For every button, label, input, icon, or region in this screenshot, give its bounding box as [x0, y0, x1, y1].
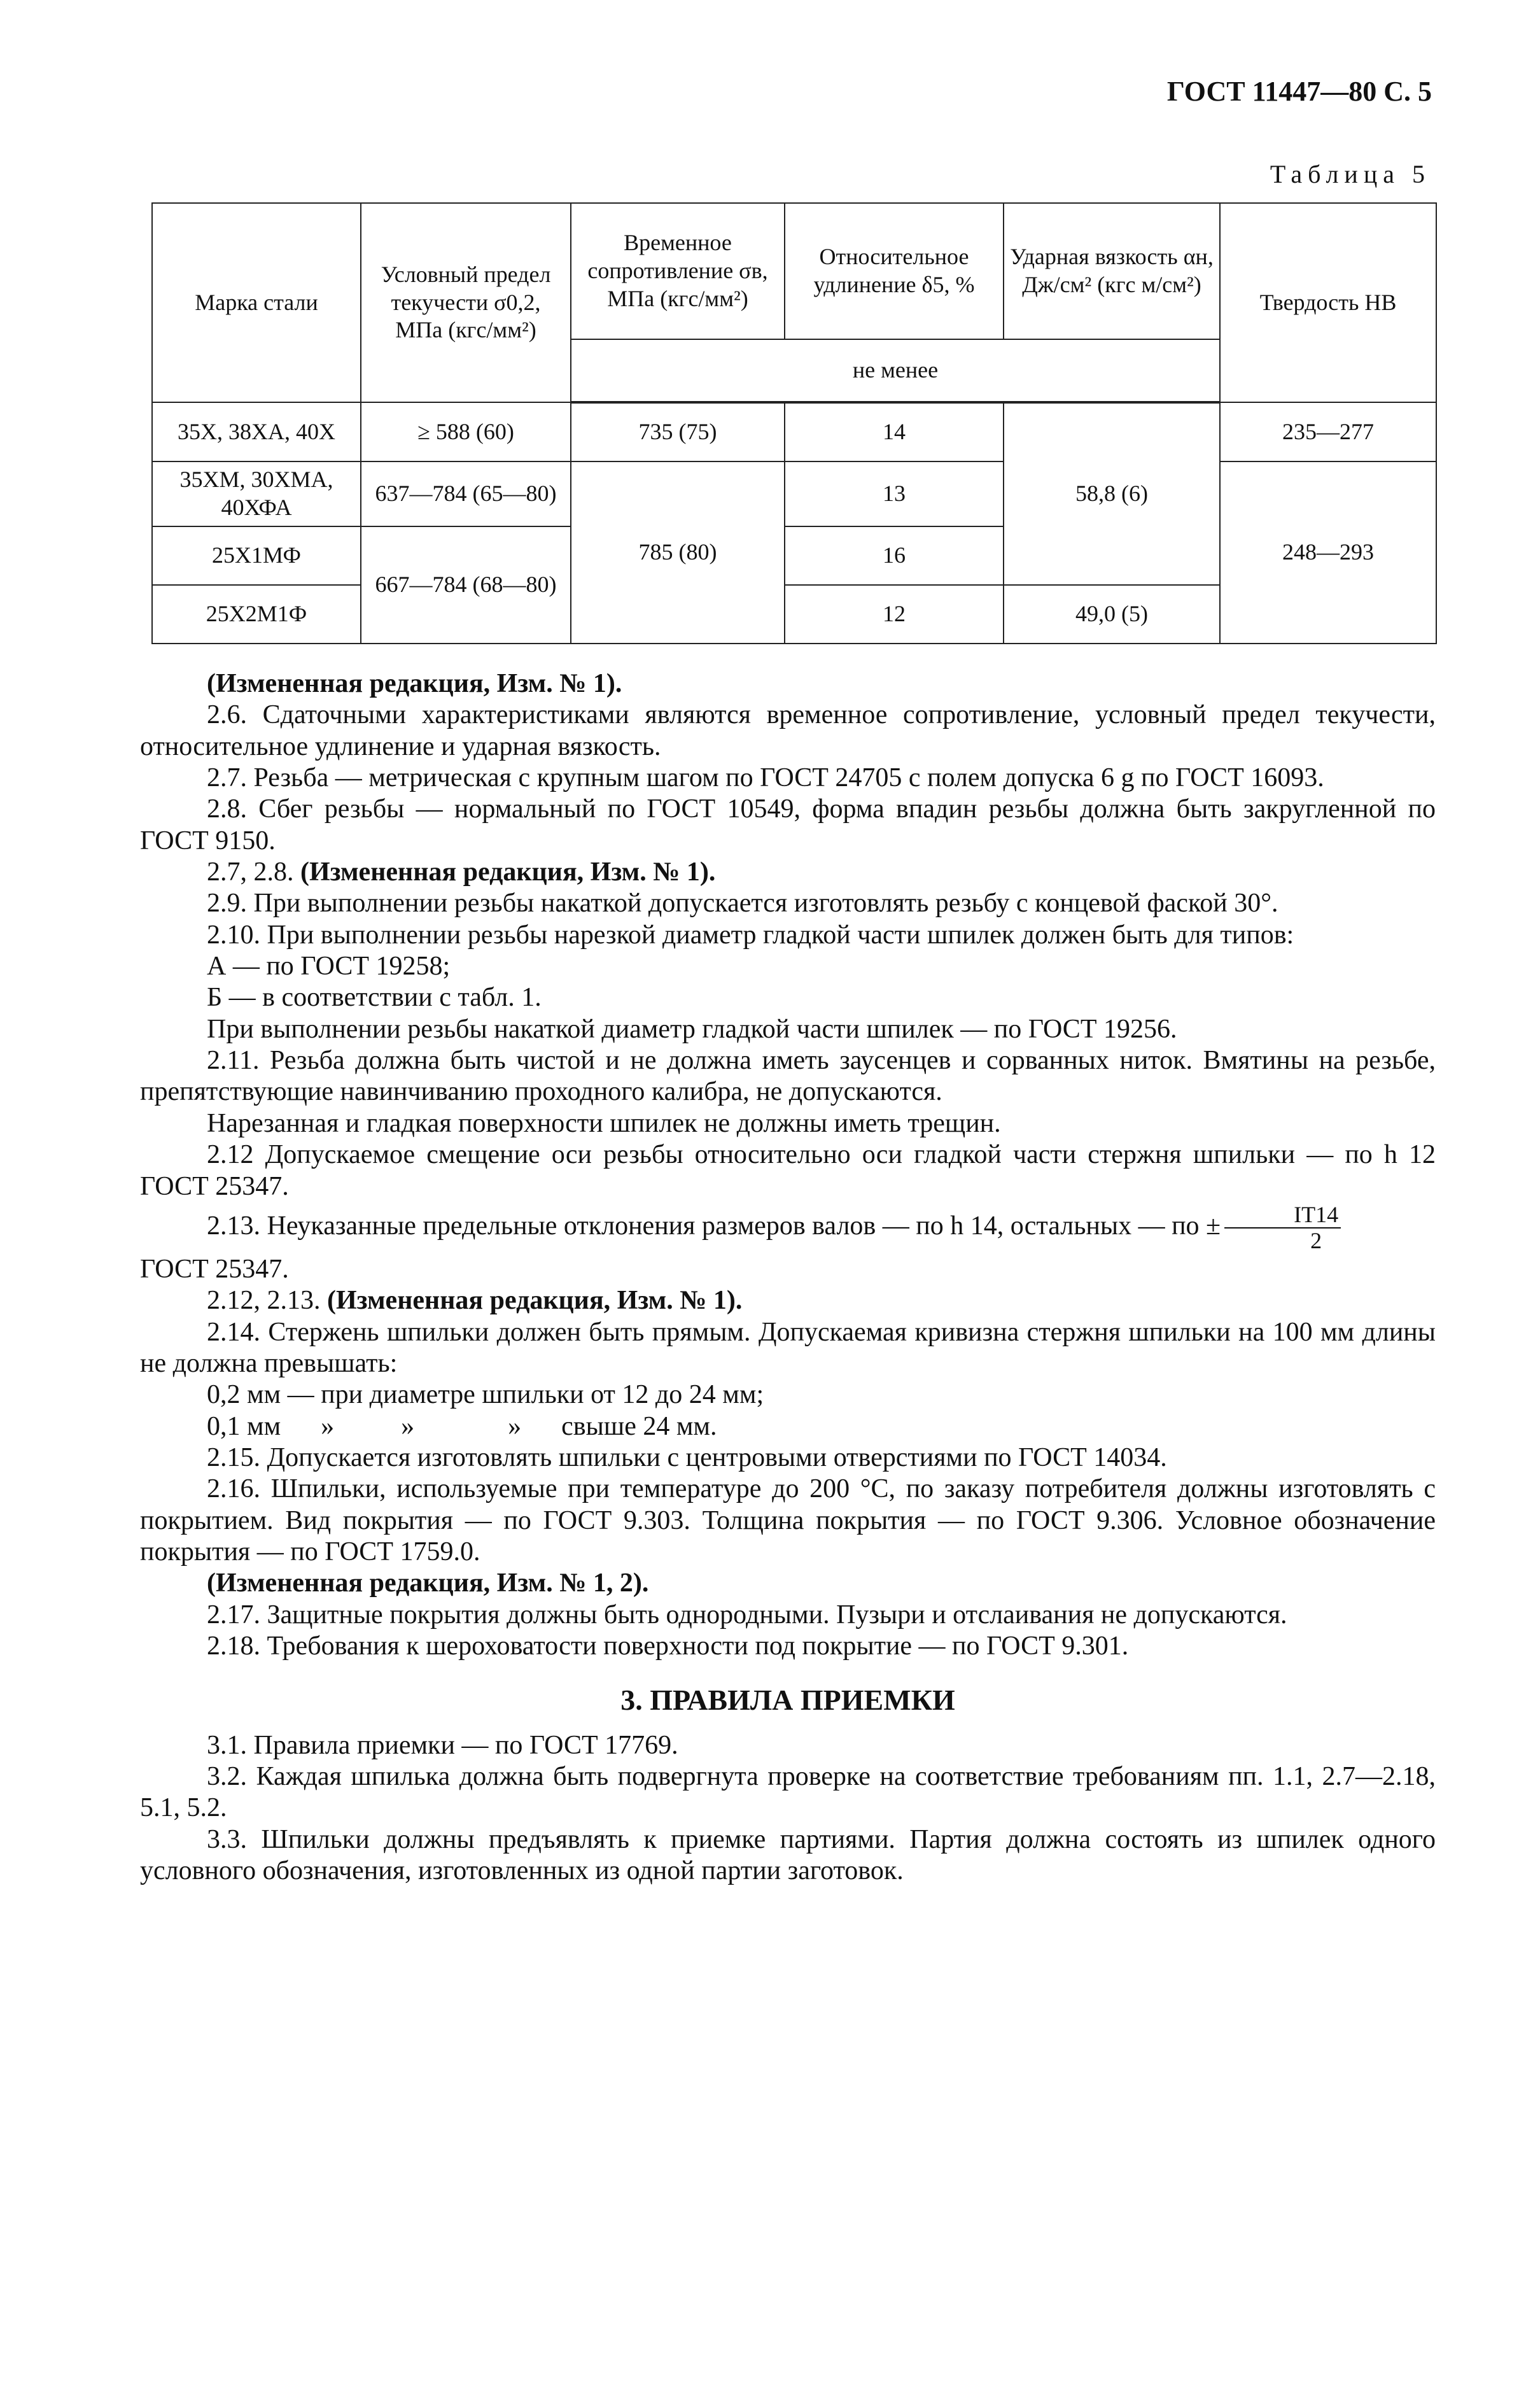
paragraph-2-13-text: 2.13. Неуказанные предельные отклонения размеров валов — по h 14, остальных — по ± — [207, 1211, 1221, 1241]
table-row — [152, 402, 1436, 461]
header-steel: Марка стали — [152, 203, 361, 402]
paragraph-2-7: 2.7. Резьба — метрическая с крупным шагом по ГОСТ 24705 с полем допуска 6 g по ГОСТ 16093. — [207, 763, 1324, 793]
table-row — [152, 461, 1436, 526]
cell-steel: 25Х1МФ — [152, 526, 361, 585]
steel-properties-table — [151, 202, 1437, 644]
cell-steel: 35Х, 38ХА, 40Х — [152, 402, 361, 461]
paragraph-2-8: 2.8. Сбег резьбы — нормальный по ГОСТ 10549, форма впадин резьбы должна быть закругленной по ГОСТ 9150. — [140, 794, 1436, 855]
paragraph-amendment-2-12-2-13 — [140, 1285, 1436, 1316]
table-caption: Таблица 5 — [1270, 160, 1431, 188]
list-item: 0,2 мм — при диаметре шпильки от 12 до 24 мм; — [207, 1380, 764, 1410]
cell-elongation: 13 — [785, 461, 1004, 526]
paragraph-3-2: 3.2. Каждая шпилька должна быть подвергнута проверке на соответствие требованиям пп. 1.1, 2.7—2.18, 5.1, 5.2. — [140, 1761, 1436, 1823]
header-elongation: Относительное удлинение δ5, % — [785, 203, 1004, 339]
cell-tensile: 735 (75) — [571, 402, 785, 461]
cell-elongation: 12 — [785, 585, 1004, 644]
cell-impact: 58,8 (6) — [1004, 402, 1220, 585]
section-title: 3. ПРАВИЛА ПРИЕМКИ — [620, 1683, 955, 1716]
paragraph-2-9: 2.9. При выполнении резьбы накаткой допускается изготовлять резьбу с концевой фаской 30°. — [207, 889, 1278, 919]
clause-ref: 2.7, 2.8. — [207, 857, 294, 887]
paragraph-2-10-note: При выполнении резьбы накаткой диаметр гладкой части шпилек — по ГОСТ 19256. — [207, 1014, 1177, 1044]
list-item: Б — в соответствии с табл. 1. — [207, 983, 542, 1013]
amendment-note: (Измененная редакция, Изм. № 1). — [300, 857, 716, 887]
fraction-numerator: IT14 — [1224, 1202, 1341, 1229]
paragraph-2-11-note: Нарезанная и гладкая поверхности шпилек не должны иметь трещин. — [207, 1108, 1001, 1138]
cell-impact: 49,0 (5) — [1004, 585, 1220, 644]
document-body — [140, 668, 1436, 1887]
page-header: ГОСТ 11447—80 С. 5 — [1166, 76, 1432, 107]
header-hardness: Твердость НВ — [1220, 203, 1436, 402]
header-impact: Ударная вязкость αн, Дж/см² (кгс м/см²) — [1004, 203, 1220, 339]
paragraph-2-18: 2.18. Требования к шероховатости поверхности под покрытие — по ГОСТ 9.301. — [207, 1631, 1129, 1661]
header-tensile: Временное сопротивление σв, МПа (кгс/мм²) — [571, 203, 785, 339]
paragraph-2-12: 2.12 Допускаемое смещение оси резьбы относительно оси гладкой части стержня шпильки — по h 12 ГОСТ 25347. — [140, 1140, 1436, 1201]
cell-yield: 637—784 (65—80) — [361, 461, 571, 526]
fraction-denominator: 2 — [1310, 1228, 1322, 1254]
cell-yield: 667—784 (68—80) — [361, 526, 571, 644]
paragraph-2-15: 2.15. Допускается изготовлять шпильки с центровыми отверстиями по ГОСТ 14034. — [207, 1443, 1167, 1473]
paragraph-2-11: 2.11. Резьба должна быть чистой и не должна иметь заусенцев и сорванных ниток. Вмятины на резьбе, препятствующие навинчиванию проходного калибра, не допускаются. — [140, 1046, 1436, 1107]
cell-elongation: 14 — [785, 402, 1004, 461]
cell-steel: 25Х2М1Ф — [152, 585, 361, 644]
paragraph-2-14: 2.14. Стержень шпильки должен быть прямым. Допускаемая кривизна стержня шпильки на 100 мм длины не должна превышать: — [140, 1317, 1436, 1379]
paragraph-2-13-end: ГОСТ 25347. — [140, 1255, 289, 1285]
header-yield: Условный предел текучести σ0,2, МПа (кгс/мм²) — [361, 203, 571, 402]
paragraph-2-10: 2.10. При выполнении резьбы нарезкой диаметр гладкой части шпилек должен быть для типов: — [207, 920, 1294, 950]
paragraph-2-13 — [140, 1202, 1436, 1254]
clause-ref: 2.12, 2.13. — [207, 1286, 321, 1316]
paragraph-2-17: 2.17. Защитные покрытия должны быть однородными. Пузыри и отслаивания не допускаются. — [207, 1600, 1287, 1630]
cell-steel: 35ХМ, 30ХМА, 40ХФА — [152, 461, 361, 526]
paragraph-2-16: 2.16. Шпильки, используемые при температуре до 200 °С, по заказу потребителя должны изготовлять с покрытием. Вид покрытия — по ГОСТ 9.303. Толщина покрытия — по ГОСТ 9.306. Условное обозначение покрытия — по ГОСТ 1759.0. — [140, 1474, 1436, 1567]
paragraph-amendment-2-7-2-8 — [140, 857, 1436, 888]
tolerance-fraction — [1224, 1202, 1341, 1254]
list-item: 0,1 мм » » » свыше 24 мм. — [207, 1411, 717, 1441]
cell-hardness: 248—293 — [1220, 461, 1436, 644]
paragraph-amendment: (Измененная редакция, Изм. № 1). — [207, 669, 622, 698]
paragraph-amendment-1-2: (Измененная редакция, Изм. № 1, 2). — [207, 1568, 649, 1598]
cell-yield: ≥ 588 (60) — [361, 402, 571, 461]
cell-hardness: 235—277 — [1220, 402, 1436, 461]
paragraph-3-1: 3.1. Правила приемки — по ГОСТ 17769. — [207, 1730, 678, 1760]
cell-elongation: 16 — [785, 526, 1004, 585]
paragraph-2-6: 2.6. Сдаточными характеристиками являются временное сопротивление, условный предел текучести, относительное удлинение и ударная вязкость. — [140, 700, 1436, 761]
amendment-note: (Измененная редакция, Изм. № 1). — [327, 1286, 743, 1316]
cell-tensile: 785 (80) — [571, 461, 785, 644]
paragraph-3-3: 3.3. Шпильки должны предъявлять к приемке партиями. Партия должна состоять из шпилек одного условного обозначения, изготовленных из одной партии заготовок. — [140, 1824, 1436, 1885]
header-min: не менее — [571, 339, 1220, 402]
list-item: А — по ГОСТ 19258; — [207, 952, 451, 982]
